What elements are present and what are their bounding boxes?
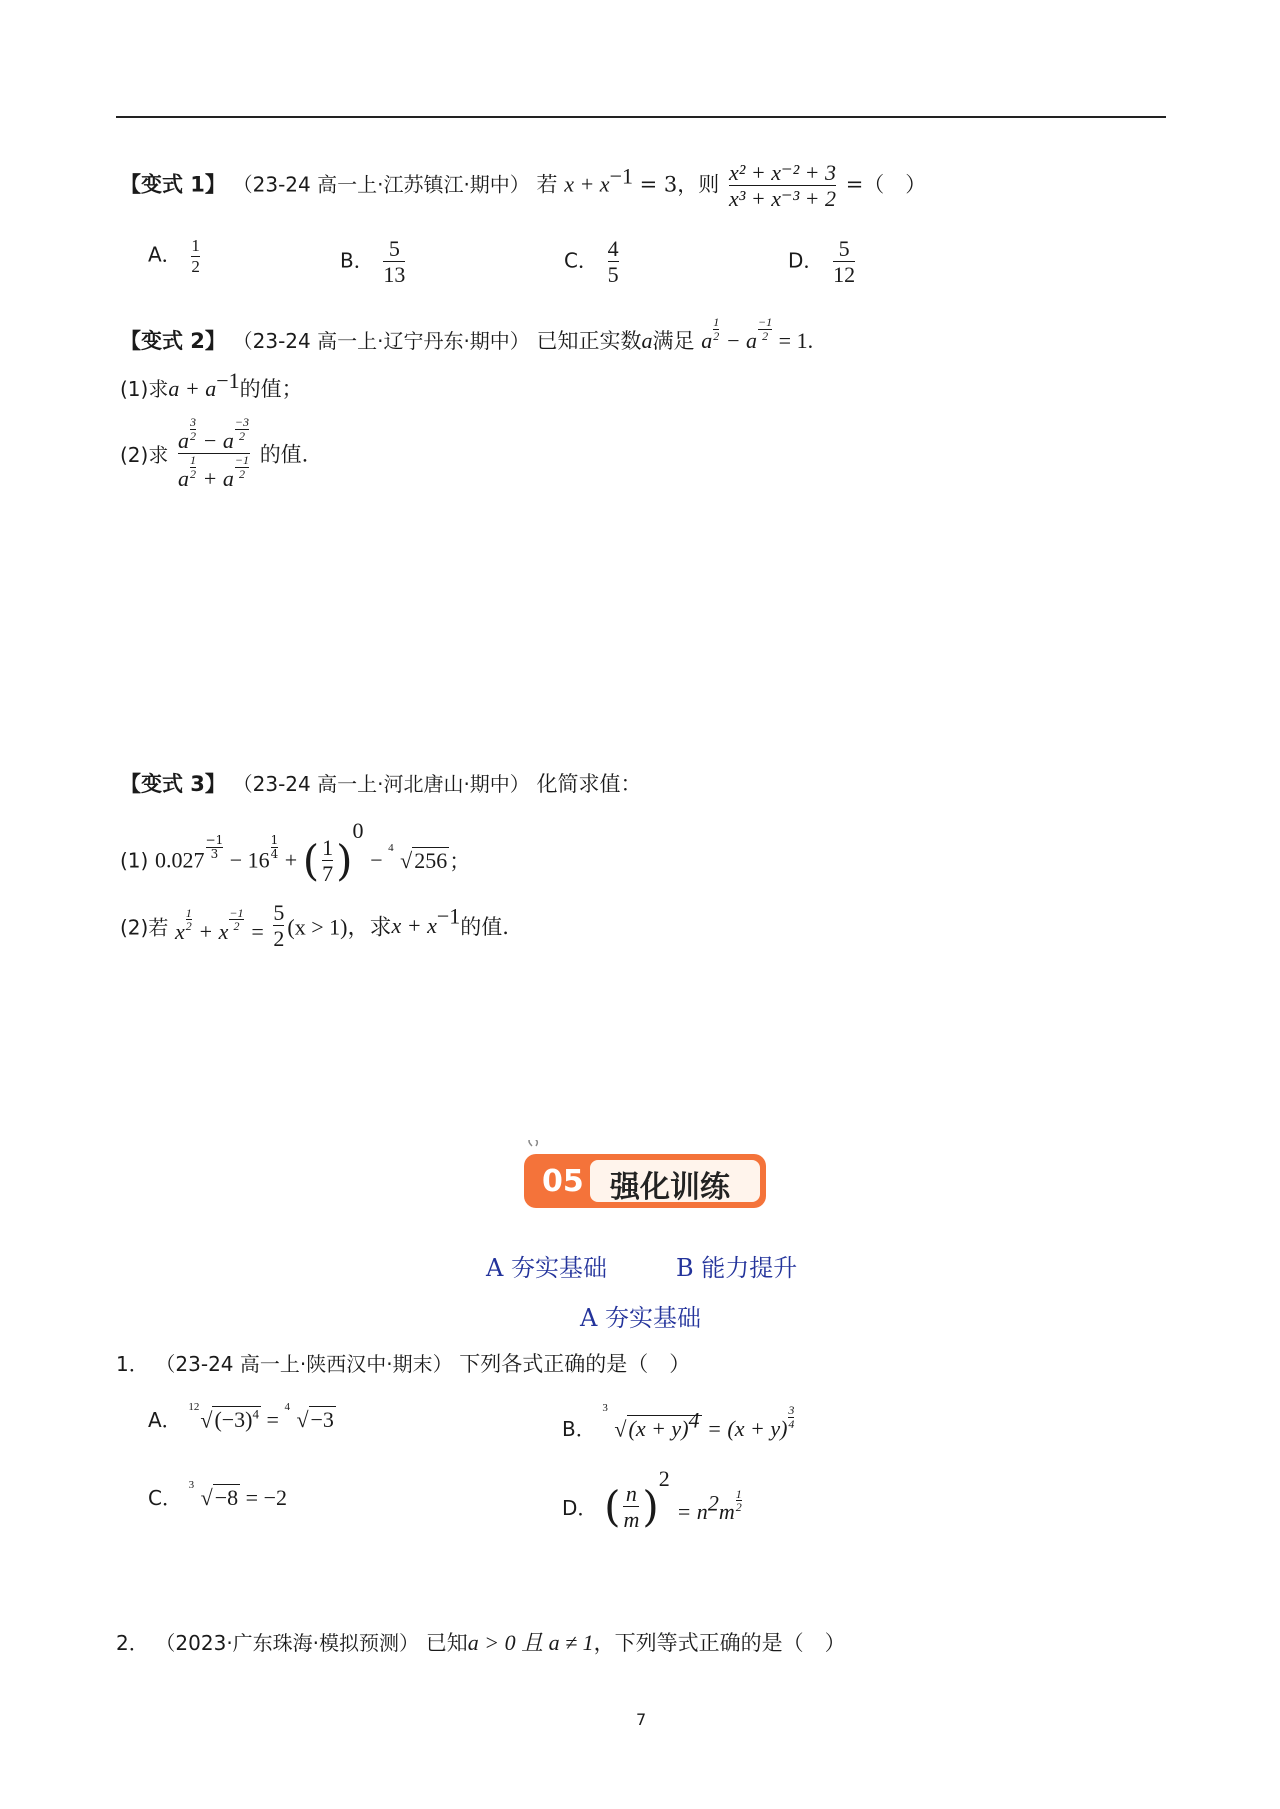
banner-number: 05	[542, 1164, 584, 1199]
variant2-q2: (2)求 a $\frac{3}{2}$ − a $\frac{-3}{2}$ a $\frac{1}{2}$ + a $\frac{-1}{2}$ 的值.	[120, 415, 309, 492]
condition-expr: a $\frac{1}{2}$ − a $\frac{-1}{2}$	[701, 315, 773, 353]
variant3-q2: (2)若 x $\frac{1}{2}$ + x $\frac{-1}{2}$ = $\frac{5}{2}$ (x > 1)，求$x + x^{-1}$的值.	[120, 900, 509, 952]
q1-option-c[interactable]: C． 3 √−8 = −2	[148, 1479, 287, 1510]
banner-title: 强化训练	[610, 1170, 730, 1205]
variant-tag: 【变式 2】	[120, 328, 226, 353]
source-note: （23-24 高一上·江苏镇江·期中）	[232, 172, 530, 197]
q1-option-a[interactable]: A． 12 $√(-3)^4$ = 4 √−3	[148, 1400, 334, 1432]
source-note: （23-24 高一上·陕西汉中·期末）	[155, 1352, 453, 1376]
nav-link-b[interactable]: B 能力提升	[676, 1254, 798, 1282]
option-b[interactable]: B． $\frac{5}{13}$	[340, 236, 406, 288]
variant2-stem: 【变式 2】 （23-24 高一上·辽宁丹东·期中） 已知正实数a满足 a $\frac{1}{2}$ − a $\frac{-1}{2}$ = 1.	[120, 315, 814, 353]
variant3-q1: (1) 0.027 $\frac{-1}{3}$ − 16 $\frac{1}{4}$ + ( $\frac{1}{7}$ )$^0$ − 4 √256；	[120, 818, 471, 886]
option-a[interactable]: A． $\frac{1}{2}$	[148, 236, 200, 276]
page-number: 7	[636, 1710, 647, 1729]
radical: 4 √256	[388, 841, 448, 873]
section-heading: A 夯实基础	[580, 1304, 701, 1332]
fraction: $\frac{\text{x² + x⁻² + 3}}{\text{x³ + x⁻³ + 2}}$	[728, 160, 837, 212]
section-banner	[520, 1140, 770, 1212]
source-note: （23-24 高一上·辽宁丹东·期中）	[232, 328, 530, 353]
question-1-stem: 1． （23-24 高一上·陕西汉中·期末） 下列各式正确的是（ ）	[116, 1352, 691, 1376]
nav-link-a[interactable]: A 夯实基础	[486, 1254, 607, 1282]
variant-tag: 【变式 1】	[120, 172, 226, 197]
q1-option-b[interactable]: B． 3 $√(x + y)^4 = (x + y)$ $\frac{3}{4}$	[562, 1401, 795, 1441]
q1-option-d[interactable]: D． ( $\frac{n}{m}$ )$^2 = n^2m$ $\frac{1}{2}$	[562, 1466, 742, 1532]
variant2-q1: (1)求$a + a^{-1}$的值；	[120, 368, 303, 401]
question-2-stem: 2． （2023·广东珠海·模拟预测） 已知a > 0 且 a ≠ 1，下列等式正确的是（ ）	[116, 1630, 846, 1655]
option-d[interactable]: D． $\frac{5}{12}$	[788, 236, 856, 288]
source-note: （23-24 高一上·河北唐山·期中）	[232, 772, 530, 796]
header-rule	[116, 116, 1166, 118]
option-c[interactable]: C． $\frac{4}{5}$	[564, 236, 619, 288]
source-note: （2023·广东珠海·模拟预测）	[155, 1631, 420, 1655]
variant1-stem: 【变式 1】 （23-24 高一上·江苏镇江·期中） 若 $x + x^{-1} = 3$，则 $\frac{\text{x² + x⁻² + 3}}{\text{x³ + x⁻³ + 2}}$ =（ ）	[120, 160, 927, 212]
variant3-stem: 【变式 3】 （23-24 高一上·河北唐山·期中） 化简求值：	[120, 772, 642, 796]
variant-tag: 【变式 3】	[120, 772, 226, 796]
fraction: a $\frac{3}{2}$ − a $\frac{-3}{2}$ a $\frac{1}{2}$ + a $\frac{-1}{2}$	[178, 415, 249, 492]
